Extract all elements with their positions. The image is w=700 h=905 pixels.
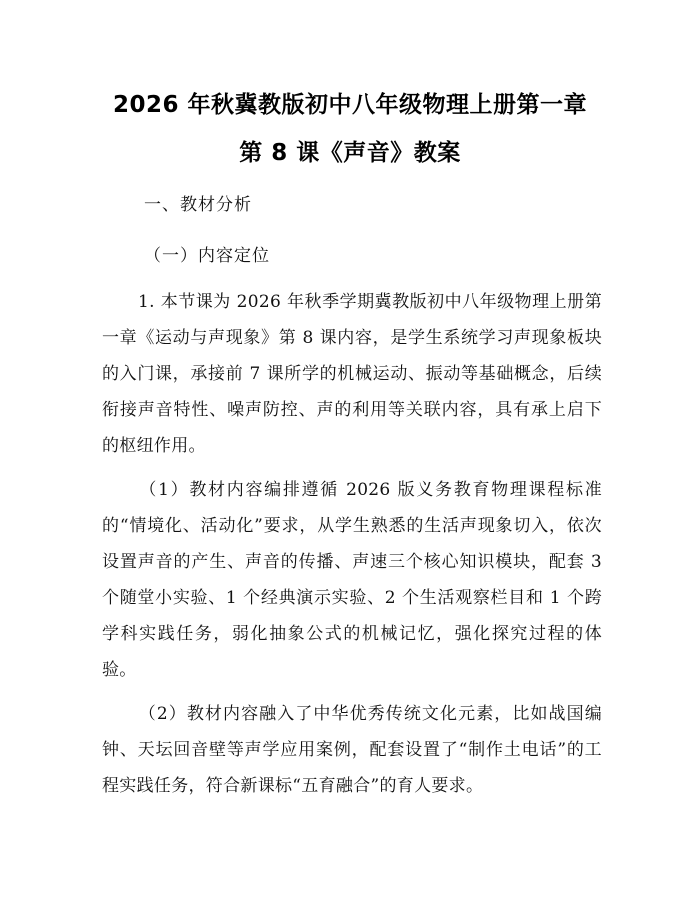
paragraph-3-text: （2）教材内容融入了中华优秀传统文化元素，比如战国编钟、天坛回音壁等声学应用案例，配套设置了“制作土电话”的工程实践任务，符合新课标“五育融合”的育人要求。 — [102, 704, 602, 796]
document-title-line-1: 2026 年秋冀教版初中八年级物理上册第一章 — [112, 92, 588, 118]
subsection-heading-content-positioning: （一）内容定位 — [144, 246, 270, 266]
paragraph-1 — [102, 284, 602, 464]
paragraph-2 — [102, 472, 602, 688]
section-heading-teaching-material-analysis: 一、教材分析 — [144, 195, 252, 215]
paragraph-2-text: （1）教材内容编排遵循 2026 版义务教育物理课程标准的“情境化、活动化”要求，从学生熟悉的生活声现象切入，依次设置声音的产生、声音的传播、声速三个核心知识模块，配套 3 个随堂小实验、1 个经典演示实验、2 个生活观察栏目和 1 个跨学科实践任务，弱化抽象公式的机械记忆，强化探究过程的体验。 — [102, 480, 602, 680]
paragraph-3 — [102, 696, 602, 804]
paragraph-1-text: 1. 本节课为 2026 年秋季学期冀教版初中八年级物理上册第一章《运动与声现象》第 8 课内容，是学生系统学习声现象板块的入门课，承接前 7 课所学的机械运动、振动等基础概念，后续衔接声音特性、噪声防控、声的利用等关联内容，具有承上启下的枢纽作用。 — [102, 292, 602, 456]
document-title-line-2: 第 8 课《声音》教案 — [239, 140, 461, 166]
